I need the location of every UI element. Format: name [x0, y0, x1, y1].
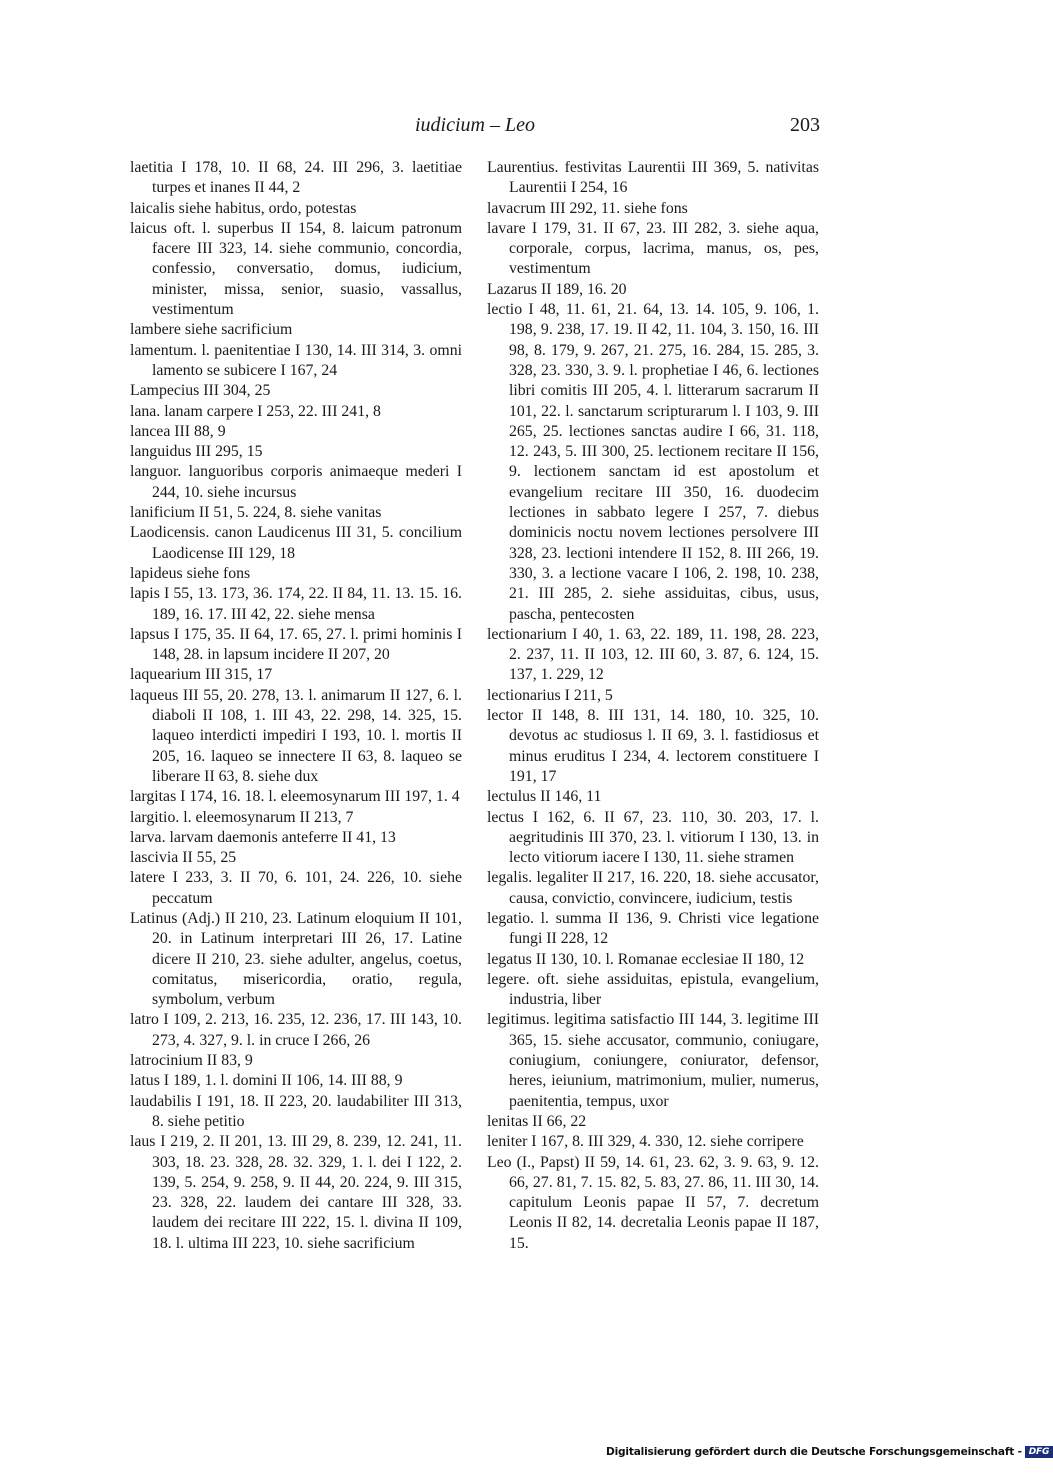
digitization-footer — [606, 1446, 1053, 1458]
index-entry: lectus I 162, 6. II 67, 23. 110, 30. 203, 17. l. aegritudinis III 370, 23. l. vitiorum I 130, 13. in lecto vitiorum iacere I 130, 11. siehe stramen — [487, 808, 819, 867]
index-entry: laus I 219, 2. II 201, 13. III 29, 8. 239, 12. 241, 11. 303, 18. 23. 328, 28. 32. 329, 1. l. dei I 122, 2. 139, 5. 254, 9. 258, 9. II 44, 20. 224, 9. III 315, 23. 328, 22. laudem dei cantare III 328, 33. laudem dei recitare III 222, 15. l. divina II 109, 18. l. ultima III 223, 10. siehe sacrificium — [130, 1133, 462, 1252]
index-entry: Laodicensis. canon Laudicenus III 31, 5. concilium Laodicense III 129, 18 — [130, 524, 462, 562]
index-entry: Latinus (Adj.) II 210, 23. Latinum eloquium II 101, 20. in Latinum interpretari III 26, 17. Latine dicere II 210, 23. siehe adulter, angelus, coetus, comitatus, misericordia, oratio, regula, symbolum, verbum — [130, 909, 462, 1009]
index-entry: latro I 109, 2. 213, 16. 235, 12. 236, 17. III 143, 10. 273, 4. 327, 9. l. in cruce I 266, 26 — [130, 1011, 462, 1049]
index-entry: largitio. l. eleemosynarum II 213, 7 — [130, 808, 354, 826]
index-entry: latere I 233, 3. II 70, 6. 101, 24. 226, 10. siehe peccatum — [130, 869, 462, 907]
index-entry: laicalis siehe habitus, ordo, potestas — [130, 199, 357, 217]
running-head-title: iudicium – Leo — [415, 114, 535, 136]
index-entry: lana. lanam carpere I 253, 22. III 241, 8 — [130, 402, 381, 420]
index-entry: lectulus II 146, 11 — [487, 788, 602, 806]
index-entry: lectionarium I 40, 1. 63, 22. 189, 11. 198, 28. 223, 2. 237, 11. II 103, 12. III 60, 3. 87, 6. 124, 15. 137, 1. 229, 12 — [487, 625, 819, 684]
index-entry: lancea III 88, 9 — [130, 422, 226, 440]
index-entry: lectio I 48, 11. 61, 21. 64, 13. 14. 105, 9. 106, 1. 198, 9. 238, 17. 19. II 42, 11. 104, 3. 150, 16. III 98, 8. 179, 9. 267, 21. 275, 16. 284, 15. 285, 3. 328, 23. 330, 3. 9. l. prophetiae I 46, 6. lectiones libri comitis III 205, 4. l. litterarum sacrarum II 101, 22. l. sanctarum scripturarum l. I 103, 9. III 265, 25. lectiones sanctas audire I 66, 31. 118, 12. 243, 5. III 300, 25. lectionem recitare II 156, 9. lectionem sanctam id est apostolum et evangelium recitare III 350, 16. duodecim lectiones in sabbato legere I 257, 7. diebus dominicis noctu novem lectiones persolvere III 328, 23. lectioni intendere II 152, 8. III 266, 19. 330, 3. a lectione vacare I 106, 2. 198, 10. 238, 21. III 285, 2. siehe assiduitas, cibus, usus, pascha, pentecosten — [487, 301, 819, 623]
index-entry: lenitas II 66, 22 — [487, 1112, 587, 1130]
index-entry: Leo (I., Papst) II 59, 14. 61, 23. 62, 3. 9. 63, 9. 12. 66, 27. 81, 7. 15. 82, 5. 83, 27. 86, 11. III 30, 14. capitulum Leonis papae II 57, 7. decretum Leonis II 82, 14. decretalia Leonis papae II 187, 15. — [487, 1153, 819, 1252]
index-entry: leniter I 167, 8. III 329, 4. 330, 12. siehe corripere — [487, 1133, 804, 1151]
index-entry: lapideus siehe fons — [130, 564, 251, 582]
index-entry: laicus oft. l. superbus II 154, 8. laicum patronum facere III 323, 14. siehe communio, concordia, confessio, conversatio, domus, iudicium, minister, missa, senior, suasio, vassallus, vestimentum — [130, 219, 462, 319]
index-entry: legalis. legaliter II 217, 16. 220, 18. siehe accusator, causa, convictio, convincere, iudicium, testis — [487, 869, 819, 907]
index-entry: lavare I 179, 31. II 67, 23. III 282, 3. siehe aqua, corporale, corpus, lacrima, manus, os, pes, vestimentum — [487, 219, 819, 278]
index-entry: lanificium II 51, 5. 224, 8. siehe vanitas — [130, 504, 382, 522]
index-entry: lamentum. l. paenitentiae I 130, 14. III 314, 3. omni lamento se subicere I 167, 24 — [130, 341, 462, 379]
index-entry: laetitia I 178, 10. II 68, 24. III 296, 3. laetitiae turpes et inanes II 44, 2 — [130, 159, 462, 197]
index-entry: legatus II 130, 10. l. Romanae ecclesiae II 180, 12 — [487, 950, 805, 968]
running-head — [130, 114, 820, 140]
index-entry: lavacrum III 292, 11. siehe fons — [487, 199, 688, 217]
index-entry: legatio. l. summa II 136, 9. Christi vice legatione fungi II 228, 12 — [487, 909, 819, 948]
dfg-logo: DFG — [1025, 1446, 1053, 1458]
footer-text: Digitalisierung gefördert durch die Deutsche Forschungsgemeinschaft - — [606, 1446, 1022, 1458]
index-entry: laquearium III 315, 17 — [130, 666, 273, 684]
index-entry: largitas I 174, 16. 18. l. eleemosynarum III 197, 1. 4 — [130, 788, 460, 806]
index-entry: legitimus. legitima satisfactio III 144, 3. legitime III 365, 15. siehe accusator, communio, coniugare, coniugium, coniungere, coniurator, defensor, heres, ieiunium, matrimonium, mulier, numerus, paenitentia, tempus, uxor — [487, 1011, 819, 1110]
index-entry: laudabilis I 191, 18. II 223, 20. laudabiliter III 313, 8. siehe petitio — [130, 1092, 462, 1130]
index-entry: laqueus III 55, 20. 278, 13. l. animarum II 127, 6. l. diaboli II 108, 1. III 43, 22. 298, 14. 325, 15. laqueo interdicti impediri I 193, 10. l. mortis II 205, 16. laqueo se innectere II 63, 8. laqueo se liberare II 63, 8. siehe dux — [130, 686, 462, 785]
index-entry: Lazarus II 189, 16. 20 — [487, 280, 627, 298]
index-entry: languor. languoribus corporis animaeque mederi I 244, 10. siehe incursus — [130, 463, 462, 501]
index-entry: legere. oft. siehe assiduitas, epistula, evangelium, industria, liber — [487, 970, 819, 1009]
index-column-right — [487, 158, 819, 1254]
index-entry: languidus III 295, 15 — [130, 443, 263, 461]
index-entry: lector II 148, 8. III 131, 14. 180, 10. 325, 10. devotus ac studiosus l. II 69, 3. l. fastidiosus et minus eruditus I 234, 4. lectorem constituere I 191, 17 — [487, 707, 819, 785]
index-entry: lascivia II 55, 25 — [130, 849, 237, 867]
index-entry: Lampecius III 304, 25 — [130, 382, 271, 400]
index-entry: larva. larvam daemonis anteferre II 41, 13 — [130, 828, 396, 846]
index-entry: latus I 189, 1. l. domini II 106, 14. III 88, 9 — [130, 1072, 403, 1090]
index-entry: Laurentius. festivitas Laurentii III 369, 5. nativitas Laurentii I 254, 16 — [487, 159, 819, 197]
index-column-left — [130, 158, 462, 1254]
index-entry: lectionarius I 211, 5 — [487, 686, 613, 704]
index-entry: lapsus I 175, 35. II 64, 17. 65, 27. l. primi hominis I 148, 28. in lapsum incidere II 207, 20 — [130, 625, 462, 664]
index-entry: lambere siehe sacrificium — [130, 321, 293, 339]
index-entry: lapis I 55, 13. 173, 36. 174, 22. II 84, 11. 13. 15. 16. 189, 16. 17. III 42, 22. siehe mensa — [130, 585, 462, 623]
page-number: 203 — [790, 114, 820, 136]
index-entry: latrocinium II 83, 9 — [130, 1052, 253, 1070]
